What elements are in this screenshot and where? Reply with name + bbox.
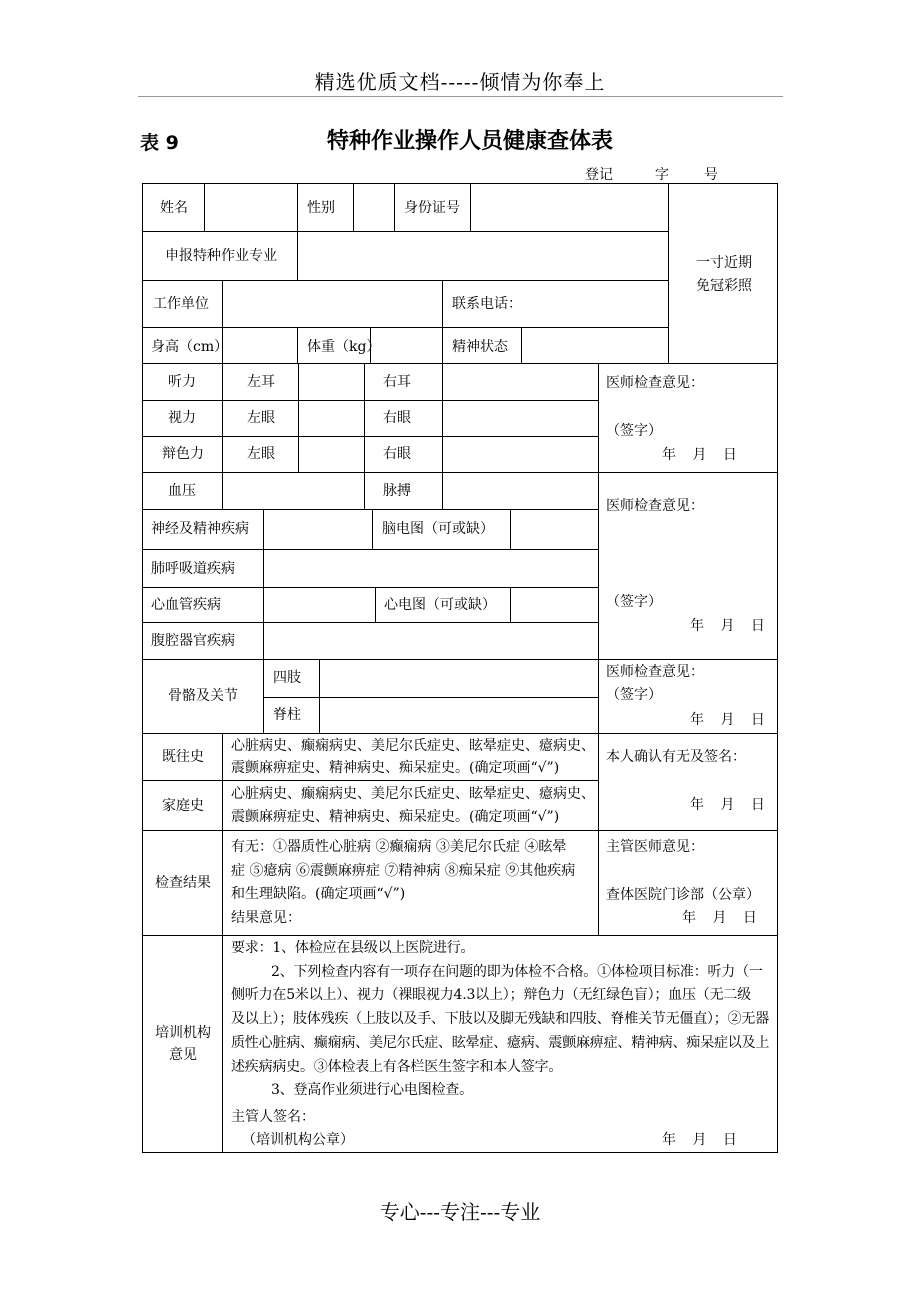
blood-pressure-field[interactable] (223, 473, 364, 509)
mental-state-field[interactable] (522, 328, 668, 363)
bone-signature: （签字） (606, 687, 662, 703)
eeg-label: 脑电图（可或缺） (382, 521, 494, 537)
spine-field[interactable] (320, 698, 598, 733)
right-ear-field[interactable] (443, 364, 598, 400)
weight-field[interactable] (371, 328, 442, 363)
neuro-label: 神经及精神疾病 (151, 521, 249, 537)
sensory-date: 年 月 日 (662, 447, 737, 463)
left-eye-field[interactable] (299, 401, 364, 436)
cardio-label: 心血管疾病 (151, 597, 221, 613)
weight-label: 体重（kg） (307, 339, 381, 355)
registration-label: 登记 (585, 167, 613, 183)
sensory-doctor-opinion: 医师检查意见： (606, 375, 704, 391)
hospital-seal: 查体医院门诊部（公章） (606, 887, 760, 903)
table-number: 表 9 (140, 132, 179, 154)
self-confirm-label: 本人确认有无及签名： (606, 749, 746, 765)
bone-joint-label: 骨骼及关节 (168, 688, 238, 704)
chief-doctor-opinion: 主管医师意见： (606, 839, 704, 855)
height-label: 身高（cm） (151, 339, 229, 355)
limbs-label: 四肢 (273, 670, 301, 686)
past-history-line1[interactable]: 心脏病史、癫痫病史、美尼尔氏症史、眩晕症史、癔病史、 (231, 738, 595, 754)
page-header: 精选优质文档-----倾情为你奉上 (314, 70, 606, 94)
ecg-field[interactable] (511, 588, 598, 622)
form-title: 特种作业操作人员健康查体表 (326, 129, 613, 154)
blood-pressure-label: 血压 (168, 483, 196, 499)
id-number-field[interactable] (471, 184, 668, 231)
result-date: 年 月 日 (682, 910, 757, 926)
hearing-label: 听力 (168, 374, 196, 390)
specialty-field[interactable] (298, 232, 668, 280)
page-footer: 专心---专注---专业 (379, 1200, 541, 1224)
color-right-eye-field[interactable] (443, 437, 598, 472)
lung-label: 肺呼吸道疾病 (151, 561, 235, 577)
ecg-label: 心电图（可或缺） (384, 597, 496, 613)
registration-number: 号 (704, 167, 718, 183)
lung-field[interactable] (264, 550, 598, 587)
supervisor-signature-label: 主管人签名： (231, 1109, 315, 1125)
internal-doctor-opinion: 医师检查意见： (606, 498, 704, 514)
height-field[interactable] (223, 328, 297, 363)
phone-label: 联系电话： (452, 296, 522, 312)
internal-signature: （签字） (606, 594, 662, 610)
training-requirements: 要求：1、体检应在县级以上医院进行。 2、下列检查内容有一项存在问题的即为体检不合格。①体检项目标准：听力（一 侧听力在5米以上）、视力（裸眼视力4.3以上）；辩色力（无红绿色盲）；血压（无二级 及以上）；肢体残疾（上肢以及手、下肢以及脚无残缺和四肢、脊椎关节无僵直）；②无器 质性心脏病、癫痫病、美尼尔氏症、眩晕症、癔病、震颤麻痹症、精神病、痴呆症以及上 述疾病病史。③体检表上有各栏医生签字和本人签字。 3、登高作业须进行心电图检查。 (231, 940, 770, 1099)
pulse-field[interactable] (443, 473, 598, 509)
color-right-eye-label: 右眼 (383, 446, 411, 462)
family-history-label: 家庭史 (162, 798, 204, 814)
training-seal: （培训机构公章） (242, 1132, 354, 1148)
cardio-field[interactable] (264, 588, 375, 622)
right-eye-field[interactable] (443, 401, 598, 436)
vision-label: 视力 (168, 410, 196, 426)
training-label-line2: 意见 (169, 1047, 197, 1063)
exam-result-items[interactable]: 有无：①器质性心脏病 ②癫痫病 ③美尼尔氏症 ④眩晕 症 ⑤癔病 ⑥震颤麻痹症 ⑦精神病 ⑧痴呆症 ⑨其他疾病 和生理缺陷。(确定项画“√”) 结果意见： (231, 839, 576, 927)
abdomen-field[interactable] (264, 623, 598, 659)
gender-field[interactable] (354, 184, 394, 231)
internal-date: 年 月 日 (690, 618, 765, 634)
color-left-eye-label: 左眼 (247, 446, 275, 462)
training-date: 年 月 日 (662, 1132, 737, 1148)
name-field[interactable] (205, 184, 297, 231)
history-date: 年 月 日 (690, 797, 765, 813)
family-history-line1[interactable]: 心脏病史、癫痫病史、美尼尔氏症史、眩晕症史、癔病史、 (231, 786, 595, 802)
past-history-label: 既往史 (162, 749, 204, 765)
color-vision-label: 辩色力 (162, 446, 204, 462)
abdomen-label: 腹腔器官疾病 (151, 633, 235, 649)
pulse-label: 脉搏 (383, 483, 411, 499)
mental-state-label: 精神状态 (452, 339, 508, 355)
right-ear-label: 右耳 (383, 374, 411, 390)
eeg-field[interactable] (511, 510, 598, 549)
photo-text-line2: 免冠彩照 (696, 278, 752, 294)
color-left-eye-field[interactable] (299, 437, 364, 472)
exam-result-label: 检查结果 (155, 875, 211, 891)
family-history-line2[interactable]: 震颤麻痹症史、精神病史、痴呆症史。(确定项画“√”) (231, 809, 560, 825)
past-history-line2[interactable]: 震颤麻痹症史、精神病史、痴呆症史。(确定项画“√”) (231, 760, 560, 776)
training-label-line1: 培训机构 (155, 1025, 211, 1041)
right-eye-label: 右眼 (383, 410, 411, 426)
limbs-field[interactable] (320, 660, 598, 697)
spine-label: 脊柱 (273, 707, 301, 723)
name-label: 姓名 (160, 200, 188, 216)
left-eye-label: 左眼 (247, 410, 275, 426)
work-unit-field[interactable] (223, 281, 442, 327)
sensory-signature: （签字） (606, 423, 662, 439)
bone-doctor-opinion: 医师检查意见： (606, 664, 704, 680)
left-ear-label: 左耳 (247, 374, 275, 390)
bone-date: 年 月 日 (690, 712, 765, 728)
specialty-label: 申报特种作业专业 (165, 248, 277, 264)
work-unit-label: 工作单位 (153, 296, 209, 312)
photo-text-line1: 一寸近期 (696, 255, 752, 271)
neuro-field[interactable] (264, 510, 372, 549)
left-ear-field[interactable] (299, 364, 364, 400)
id-number-label: 身份证号 (404, 200, 460, 216)
registration-char: 字 (655, 167, 669, 183)
gender-label: 性别 (307, 200, 335, 216)
